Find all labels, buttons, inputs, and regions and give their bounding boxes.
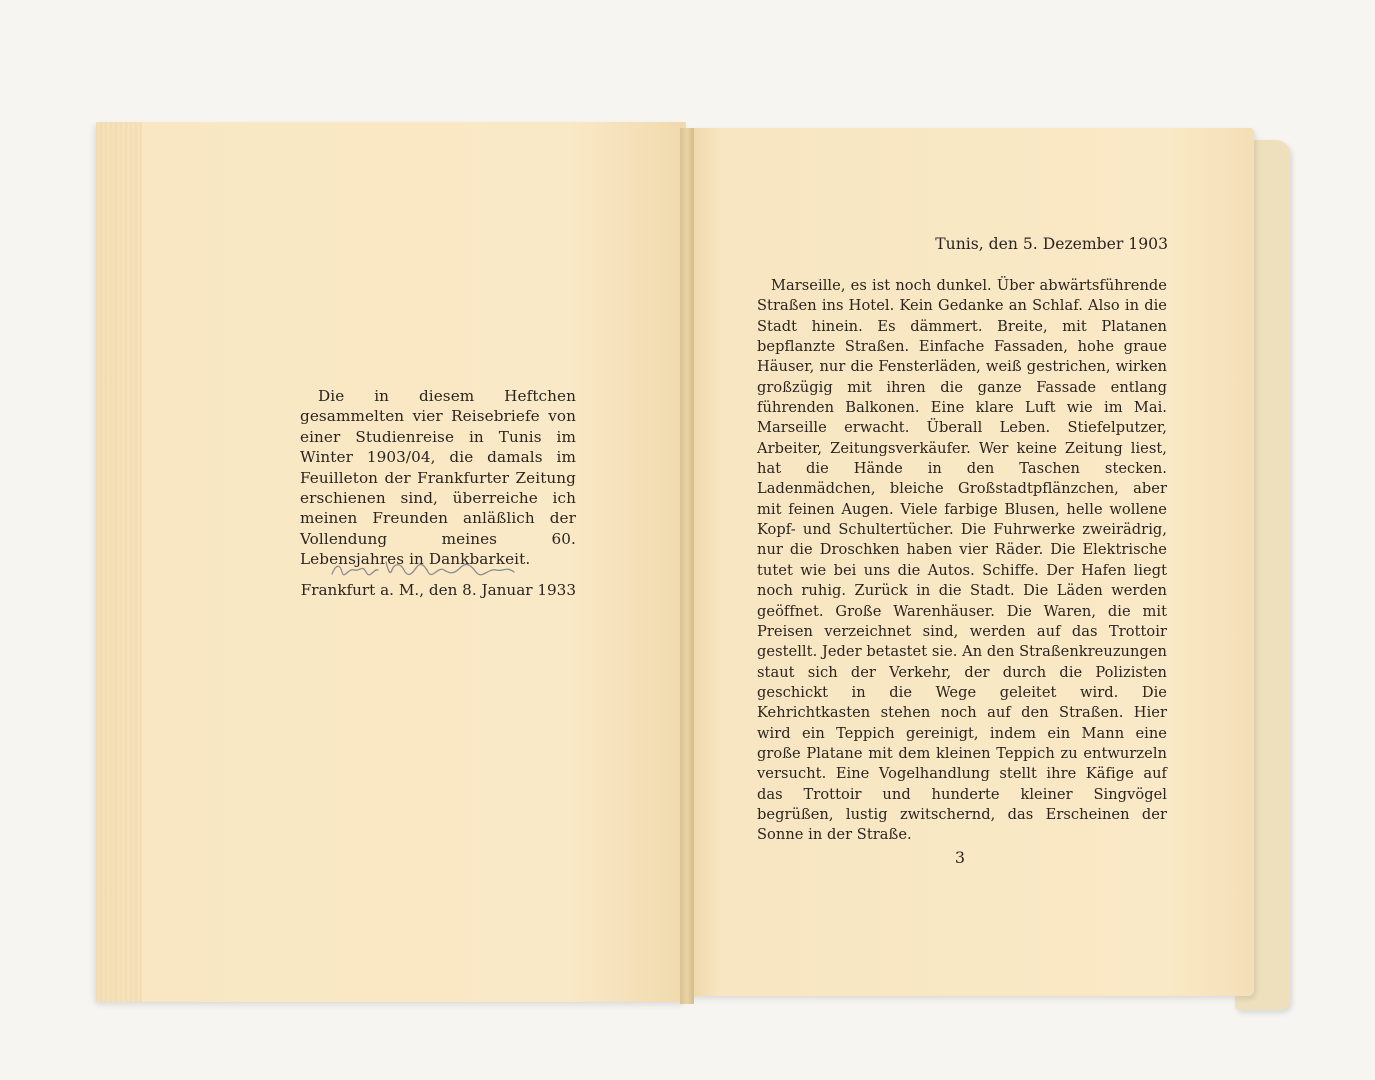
dedication-paragraph: Die in diesem Heftchen gesammelten vier Reisebriefe von einer Studienreise in Tunis im Winter 1903/04, die damals im Feuilleton der Frankfurter Zeitung erschienen sind, überreiche ich meinen Freunden anläßlich der Vollendung meines 60. Lebensjahres in Dankbarkeit. [300, 387, 576, 569]
pencil-signature [328, 558, 518, 580]
page-number: 3 [954, 848, 966, 867]
letter-paragraph: Marseille, es ist noch dunkel. Über abwärtsführende Straßen ins Hotel. Kein Gedanke an Schlaf. Also in die Stadt hinein. Es dämmert. Breite, mit Platanen bepflanzte Straßen. Einfache Fassaden, hohe graue Häuser, nur die Fensterläden, weiß gestrichen, wirken großzügig mit ihren die ganze Fassade entlang führenden Balkonen. Eine klare Luft wie im Mai. Marseille erwacht. Überall Leben. Stiefelputzer, Arbeiter, Zeitungsverkäufer. Wer keine Zeitung liest, hat die Hände in den Taschen stecken. Ladenmädchen, bleiche Großstadtpflänzchen, aber mit feinen Augen. Viele farbige Blusen, helle wollene Kopf- und Schultertücher. Die Fuhrwerke zweirädrig, nur die Droschken haben vier Räder. Die Elektrische tutet wie bei uns die Autos. Schiffe. Der Hafen liegt noch ruhig. Zurück in die Stadt. Die Läden werden geöffnet. Große Warenhäuser. Die Waren, die mit Preisen verzeichnet sind, werden auf das Trottoir gestellt. Jeder betastet sie. An den Straßenkreuzungen staut sich der Verkehr, der durch die Polizisten geschickt in die Wege geleitet wird. Die Kehrichtkasten stehen noch auf den Straßen. Hier wird ein Teppich gereinigt, indem ein Mann eine große Platane mit dem kleinen Teppich zu entwurzeln versucht. Eine Vogelhandlung stellt ihre Käfige auf das Trottoir und hunderte kleiner Singvögel begrüßen, lustig zwitschernd, das Erscheinen der Sonne in der Straße. [757, 277, 1167, 844]
place-date-line: Frankfurt a. M., den 8. Januar 1933 [300, 581, 576, 599]
book-gutter [680, 128, 694, 1004]
dedication-text [300, 386, 576, 570]
left-page-deckle [96, 122, 142, 1002]
letter-heading: Tunis, den 5. Dezember 1903 [935, 235, 1168, 253]
letter-body [757, 276, 1167, 846]
